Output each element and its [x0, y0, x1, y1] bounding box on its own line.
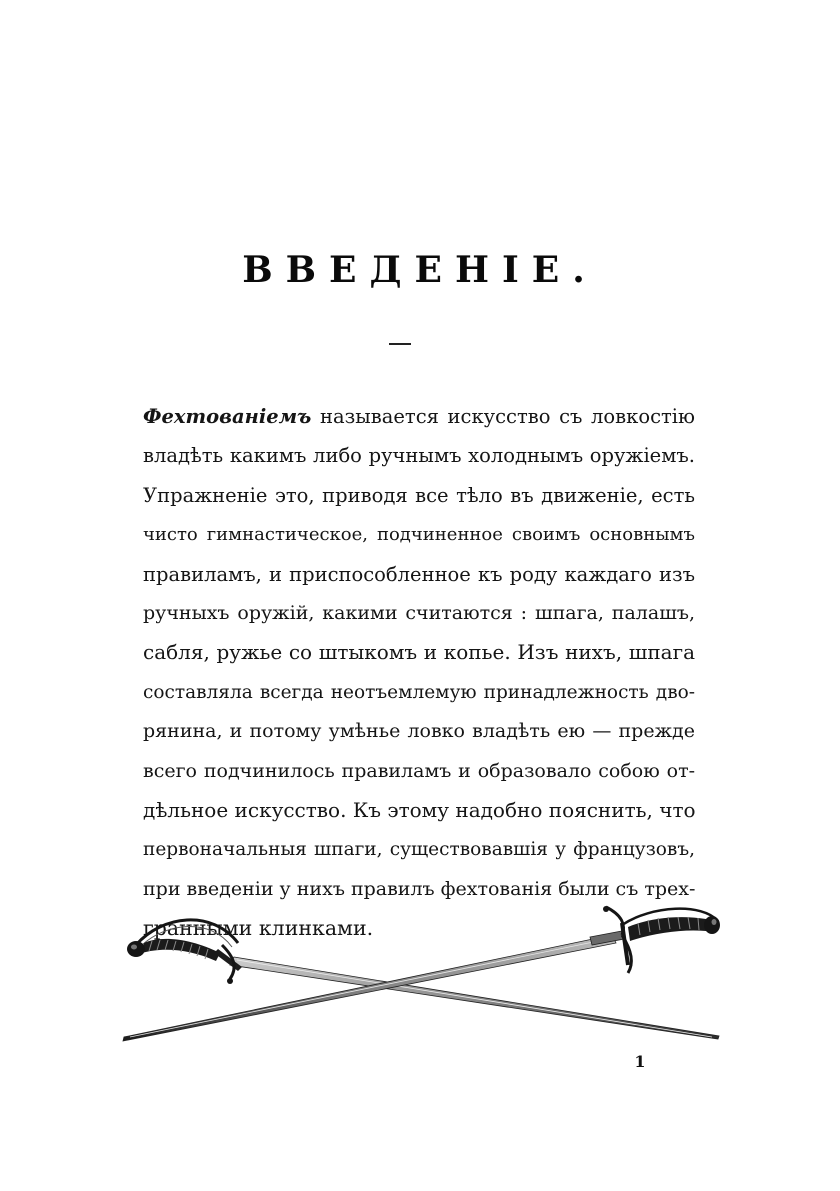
title-divider: [389, 343, 411, 345]
text-line: [143, 752, 695, 791]
text-line: [143, 712, 695, 751]
crossed-swords-illustration: [122, 905, 722, 1045]
text-line: [143, 830, 695, 869]
text-line: [143, 870, 695, 909]
line-text: Упражненіе это, приводя все тѣло въ движеніе, есть: [143, 483, 695, 507]
line-text: называется искусство съ ловкостію: [311, 405, 695, 428]
line-text: сабля, ружье со штыкомъ и копье. Изъ нихъ, шпага: [143, 640, 695, 665]
text-line: [143, 673, 695, 712]
text-line: [143, 633, 695, 672]
introduction-paragraph: [143, 397, 695, 948]
page-number: 1: [634, 1052, 646, 1071]
line-text: правиламъ, и приспособленное къ роду каждаго изъ: [143, 562, 695, 586]
text-line: [143, 515, 695, 554]
chapter-title: ВВЕДЕНІЕ.: [242, 249, 598, 291]
line-text: чисто гимнастическое, подчиненное своимъ основнымъ: [143, 524, 695, 546]
text-line: [143, 791, 695, 830]
line-text: гранными клинками.: [143, 916, 374, 941]
line-text: при введеніи у нихъ правилъ фехтованія были съ трех-: [143, 877, 696, 900]
text-line: [143, 476, 695, 515]
sword-right: [123, 906, 720, 1041]
line-text: всего подчинилось правиламъ и образовало собою от-: [143, 759, 695, 782]
text-line: [143, 436, 695, 475]
line-text: рянина, и потому умѣнье ловко владѣть ею — прежде: [143, 720, 695, 743]
emphasized-term: Фехтованіемъ: [143, 405, 312, 428]
text-line: [143, 397, 695, 436]
line-text: составляла всегда неотъемлемую принадлежность дво-: [143, 681, 695, 703]
line-text: первоначальныя шпаги, существовавшія у французовъ,: [143, 839, 695, 861]
text-line: [143, 555, 695, 594]
line-text: дѣльное искусство. Къ этому надобно пояснить, что: [143, 797, 696, 822]
line-text: ручныхъ оружій, какими считаются : шпага, палашъ,: [143, 601, 695, 624]
crossed-swords-icon: [122, 905, 722, 1045]
line-text: владѣть какимъ либо ручнымъ холоднымъ оружіемъ.: [143, 444, 695, 468]
text-line: [143, 594, 695, 633]
